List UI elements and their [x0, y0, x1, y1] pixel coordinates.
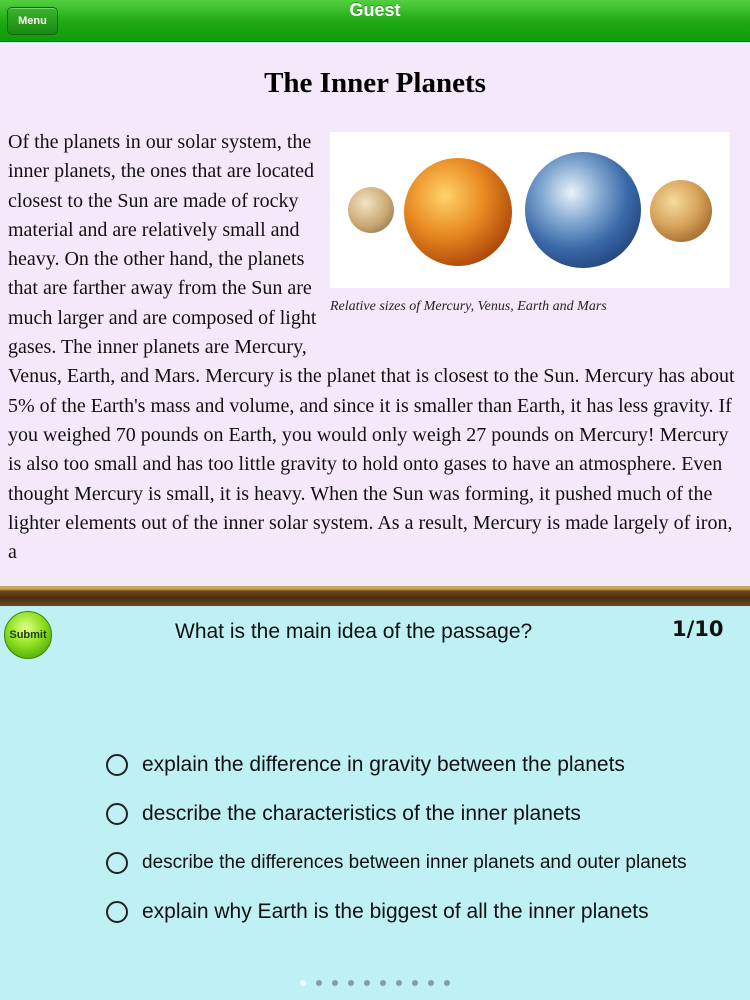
reading-panel — [0, 43, 750, 586]
radio-icon[interactable] — [106, 754, 128, 776]
radio-icon[interactable] — [106, 803, 128, 825]
venus-image — [404, 158, 512, 266]
answer-option-label: describe the characteristics of the inner planets — [142, 801, 581, 825]
answer-option-label: explain why Earth is the biggest of all the inner planets — [142, 899, 649, 923]
menu-button[interactable]: Menu — [7, 7, 58, 35]
page-dot[interactable] — [428, 980, 434, 986]
radio-icon[interactable] — [106, 901, 128, 923]
mars-image — [650, 180, 712, 242]
question-text: What is the main idea of the passage? — [175, 620, 533, 643]
page-dot[interactable] — [444, 980, 450, 986]
planets-figure — [330, 128, 740, 346]
page-dot[interactable] — [380, 980, 386, 986]
page-dot[interactable] — [412, 980, 418, 986]
passage-body: Of the planets in our solar system, the inner planets, the ones that are located closest to the Sun are made of rocky material and are relatively small and heavy. On the other hand, the planets that are farther away from the Sun are much larger and are composed of light gases. The inner planets are Mercury, Venus, Earth, and Mars. Mercury is the planet that is closest to the Sun. Mercury has about 5% of the Earth's mass and volume, and since it is smaller than Earth, it has less gravity. If you weighed 70 pounds on Earth, you would only weigh 27 pounds on Mercury! Mercury is also too small and has too little gravity to hold onto gases to have an atmosphere. Even thought Mercury is small, it is heavy. When the Sun was forming, it pushed much of the lighter elements out of the inner solar system. As a result, Mercury is made largely of iron, a — [8, 131, 735, 564]
passage-title: The Inner Planets — [264, 67, 486, 99]
answer-option-2[interactable] — [106, 789, 750, 838]
answer-option-1[interactable] — [106, 740, 750, 789]
top-bar — [0, 0, 750, 42]
page-dot[interactable] — [396, 980, 402, 986]
page-dot[interactable] — [300, 980, 306, 986]
question-counter: 1/10 — [672, 617, 724, 641]
panel-divider — [0, 586, 750, 606]
page-indicator[interactable] — [300, 978, 450, 988]
answer-options — [106, 740, 750, 936]
page-dot[interactable] — [332, 980, 338, 986]
answer-option-label: explain the difference in gravity between the planets — [142, 752, 625, 776]
radio-icon[interactable] — [106, 852, 128, 874]
page-dot[interactable] — [348, 980, 354, 986]
earth-image — [525, 152, 641, 268]
user-title: Guest — [349, 0, 401, 20]
page-dot[interactable] — [364, 980, 370, 986]
answer-option-4[interactable] — [106, 887, 750, 936]
figure-caption: Relative sizes of Mercury, Venus, Earth and Mars — [330, 299, 607, 314]
answer-option-label: describe the differences between inner planets and outer planets — [142, 851, 687, 873]
answer-option-3[interactable] — [106, 838, 750, 887]
passage-text — [8, 128, 740, 567]
submit-button[interactable]: Submit — [4, 611, 52, 659]
page-dot[interactable] — [316, 980, 322, 986]
mercury-image — [348, 187, 394, 233]
planets-image — [330, 132, 730, 288]
